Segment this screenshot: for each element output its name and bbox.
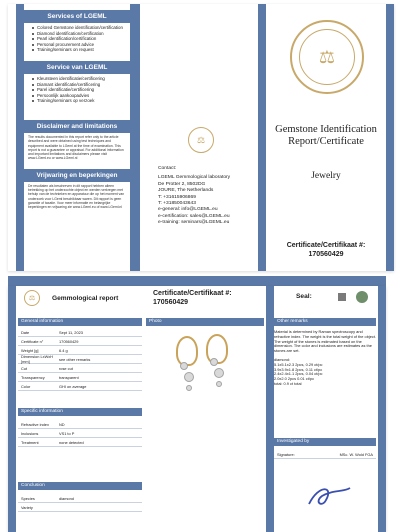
blue-band	[130, 4, 140, 271]
row-key: Cut	[21, 365, 28, 371]
row-value: rose cut	[59, 365, 73, 371]
list-item: Colored Gemstone identification/certification	[32, 25, 126, 31]
blue-band	[386, 4, 394, 271]
cert-label: Certificate/Certifikaat #:	[286, 242, 366, 249]
contact-column	[140, 4, 258, 271]
row-value: MSc. W. Wold FGA	[339, 451, 373, 457]
seal-sticker-icon	[356, 291, 368, 303]
table-row	[18, 503, 142, 512]
disclaimer-title: Disclaimer and limitations	[24, 120, 130, 133]
remarks-line: 3.9x3.9x1.8 2pcs, 0.11 ct/pc	[274, 366, 323, 372]
diamond-icon	[184, 372, 194, 382]
row-key: Certificate n°	[21, 338, 44, 344]
contact-line: T: +31850043643	[158, 201, 196, 207]
list-item: Parel identificatie/certificering	[32, 87, 126, 93]
table-row	[18, 438, 142, 447]
report-sheet	[8, 286, 386, 532]
row-value: GHI on average	[59, 383, 87, 389]
table-row	[18, 355, 142, 364]
specific-info-table	[18, 420, 142, 447]
report-title: Gemstone Identification Report/Certificate	[275, 124, 377, 147]
report-cert-block	[153, 290, 232, 307]
row-value: see other remarks	[59, 356, 91, 362]
list-item: Diamond identification/certification	[32, 31, 126, 37]
vrijwaring-title: Vrijwaring en beperkingen	[24, 169, 130, 182]
seal-label: Seal:	[296, 293, 312, 300]
remarks-line: total: 0.9 ct total	[274, 380, 302, 386]
row-key: Date	[21, 329, 30, 335]
cert-number: 170560429	[308, 250, 344, 258]
row-value: 6.4 g	[59, 347, 68, 353]
vrijwaring-text: De resultaten als beschreven in dit rapport hebben alleen betrekking op het onderzochte object en werden verkregen met behulp van de technieken en apparatuur die op het moment van onderzoek voor LGeml beschikbaar waren. Dit rapport is geen garantie of taxatie. Voor meer informatie en belangrijke beperkingen en vrijwaring zie www.LGeml.eu of www.LGeml.nl	[28, 183, 125, 210]
blue-band	[266, 286, 274, 532]
row-value: transparent	[59, 374, 79, 380]
row-value: 170560429	[59, 338, 79, 344]
report-subtitle: Jewelry	[311, 171, 341, 181]
list-item: Diamant identificatie/certificering	[32, 82, 126, 88]
services-en-list	[24, 23, 130, 55]
row-key: Variety	[21, 504, 33, 510]
row-value: ND	[59, 421, 65, 427]
row-key: Weight [g]	[21, 347, 39, 353]
contact-line: LGEML Gemmological laboratory	[158, 175, 231, 181]
remarks-line: 2.4x2.4x1.1 2pcs, 0.04 ct/pc	[274, 371, 323, 377]
list-item: Persoonlijk aankoopadvies	[32, 93, 126, 99]
table-row	[18, 373, 142, 382]
specific-info-header: Specific information	[18, 408, 142, 416]
photo-header: Photo	[146, 318, 264, 326]
row-key: Treatment	[21, 439, 39, 445]
earring-hook-icon	[176, 336, 198, 366]
diamond-icon	[186, 385, 192, 391]
remarks-text	[274, 330, 376, 387]
services-en-title: Services of LGEML	[24, 10, 130, 23]
table-row	[18, 429, 142, 438]
separator-band	[8, 276, 386, 286]
diamond-icon	[216, 381, 222, 387]
list-item: Kleursteen identificatie/certificering	[32, 76, 126, 82]
blue-band	[8, 286, 16, 532]
remarks-line: 2.0x2.0 2pcs 0.01 ct/pc	[274, 376, 315, 382]
remarks-header: Other remarks	[274, 318, 376, 326]
table-row	[18, 364, 142, 373]
row-key: Refractive index	[21, 421, 49, 427]
table-row	[274, 450, 376, 459]
investigated-table	[274, 450, 376, 459]
disclaimer-text: The results documented in this report refer only to the article described and were obtained using test techniques and equipment available to LGeml at the time of examination. This report is not a guarantee or appraisal. For additional information and important limitations and disclaimers please visit www.LGeml.eu or www.LGeml.nl	[28, 134, 124, 161]
contact-line: JOURE, The Netherlands	[158, 188, 214, 194]
row-key: Inclusions	[21, 430, 39, 436]
list-item: Training/seminars on request	[32, 47, 126, 53]
blue-band	[378, 286, 386, 532]
contact-line: T: +31615906869	[158, 194, 196, 200]
lgeml-logo-icon: ⚖	[188, 127, 214, 153]
investigated-header: Investigated by	[274, 438, 376, 446]
table-row	[18, 382, 142, 391]
lgeml-logo-icon: ⚖	[24, 290, 40, 306]
remarks-line: 5.1x5.1x2.3 2pcs, 0.29 ct/pc	[274, 361, 323, 367]
row-key: Species	[21, 495, 35, 501]
services-nl-title: Service van LGEML	[24, 61, 130, 74]
row-key: Dimension LxWxH [mm]	[21, 354, 53, 364]
row-key: Signature:	[277, 451, 295, 457]
general-info-table	[18, 328, 142, 391]
diamond-icon	[214, 368, 224, 378]
brochure-sheet	[8, 4, 394, 271]
services-nl-list	[24, 74, 130, 106]
remarks-line: diamond:	[274, 356, 291, 362]
table-row	[18, 420, 142, 429]
cert-label: Certificate/Certifikaat #:	[153, 290, 232, 297]
table-row	[18, 494, 142, 503]
general-info-header: General information	[18, 318, 142, 326]
row-key: Transparency	[21, 374, 45, 380]
cert-number: 170560429	[153, 298, 189, 306]
report-heading: Gemmological report	[52, 295, 119, 302]
contact-line: e-certification: sales@LGEML.eu	[158, 213, 230, 219]
services-column	[24, 4, 130, 271]
cert-number-block	[266, 242, 386, 259]
list-item: Pearl identification/certification	[32, 36, 126, 42]
contact-line: De Protter 2, 8502DG	[158, 181, 206, 187]
diamond-icon	[180, 362, 188, 370]
conclusion-table	[18, 494, 142, 512]
qr-code-icon	[338, 293, 346, 301]
list-item: Personal procurement advice	[32, 42, 126, 48]
lgeml-seal-logo-icon	[290, 20, 364, 94]
row-value: diamond	[59, 495, 74, 501]
contact-heading: Contact:	[158, 166, 177, 171]
scale-icon: ⚖	[299, 29, 355, 85]
contact-block	[158, 166, 230, 227]
row-value: VS1 to P	[59, 430, 75, 436]
row-key: Color	[21, 383, 31, 389]
signature-icon	[304, 482, 354, 512]
row-value: Sept 11, 2023	[59, 329, 83, 335]
table-row	[18, 337, 142, 346]
remarks-paragraph: Material is determined by Raman spectroscopy and refractive index. The weight is the total weight of the object. The weight of the stones is estimated based on the dimension. The color and inclusions are estimates as the stones are set.	[274, 329, 377, 354]
contact-line: e-training: seminars@LGEML.eu	[158, 220, 230, 226]
blue-band	[258, 4, 266, 271]
report-header	[16, 286, 378, 312]
cover-column	[266, 4, 386, 271]
contact-line: e-general: info@LGEML.eu	[158, 207, 218, 213]
diamond-icon	[210, 358, 218, 366]
blue-band	[16, 4, 24, 271]
table-row	[18, 328, 142, 337]
conclusion-header: Conclusion	[18, 482, 142, 490]
jewelry-photo	[146, 330, 262, 402]
row-value: none detected	[59, 439, 84, 445]
list-item: Training/seminars op verzoek	[32, 98, 126, 104]
